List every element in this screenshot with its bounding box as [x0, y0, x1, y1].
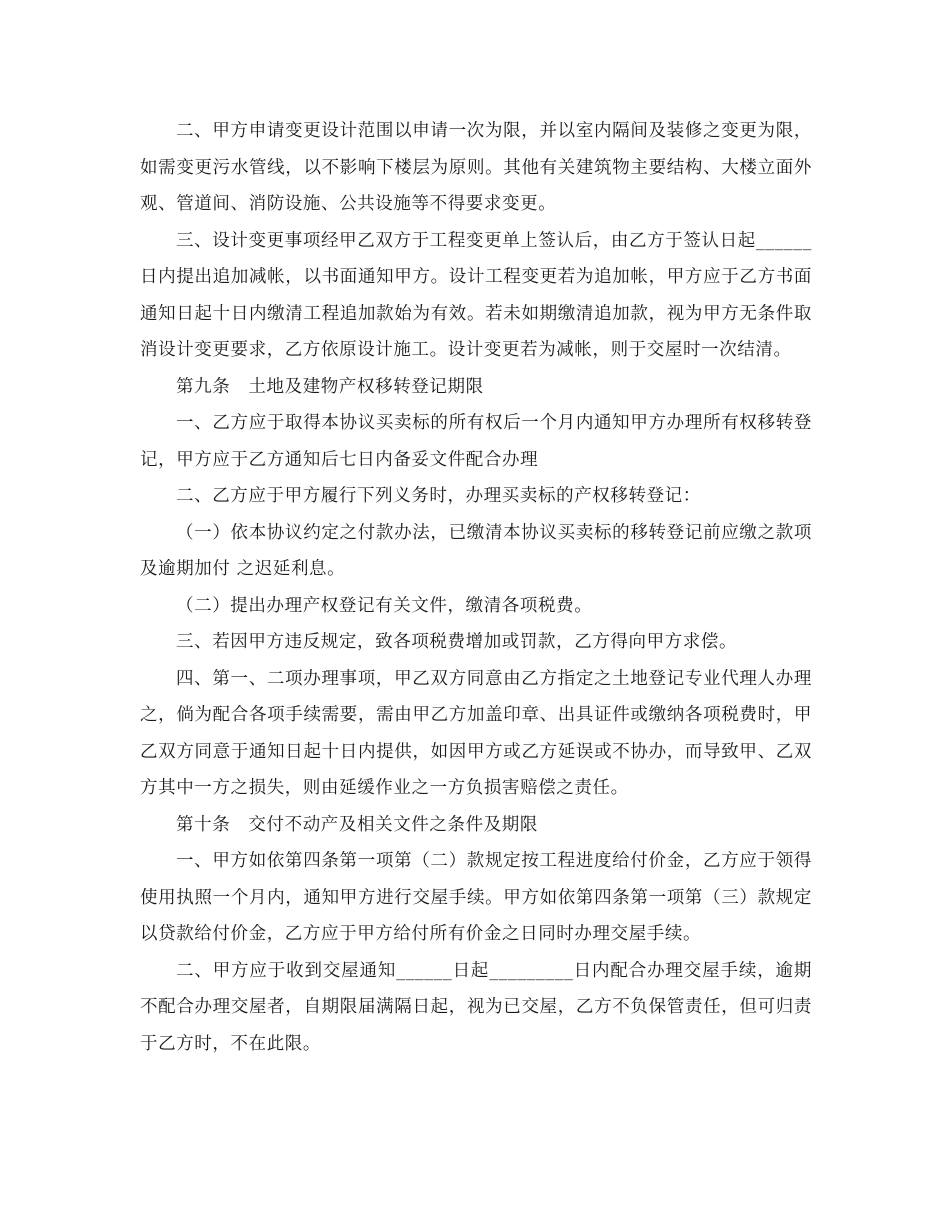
document-page [140, 113, 812, 1062]
article-10-heading: 第十条 交付不动产及相关文件之条件及期限 [176, 814, 538, 835]
paragraph-9-3: 三、若因甲方违反规定，致各项税费增加或罚款，乙方得向甲方求偿。 [176, 632, 738, 652]
paragraph-9-2: 二、乙方应于甲方履行下列义务时，办理买卖标的产权移转登记： [176, 486, 701, 506]
article-9-heading: 第九条 土地及建物产权移转登记期限 [176, 376, 484, 397]
paragraph-design-change-scope: 二、甲方申请变更设计范围以申请一次为限，并以室内隔间及装修之变更为限，如需变更污水管线，以不影响下楼层为原则。其他有关建筑物主要结构、大楼立面外观、管道间、消防设施、公共设施等不得要求变更。 [140, 121, 812, 214]
paragraph-design-change-billing: 三、设计变更事项经甲乙双方于工程变更单上签认后，由乙方于签认日起______日内提出追加减帐，以书面通知甲方。设计工程变更若为追加帐，甲方应于乙方书面通知日起十日内缴清工程追加款始为有效。若未如期缴清追加款，视为甲方无条件取消设计变更要求，乙方依原设计施工。设计变更若为减帐，则于交屋时一次结清。 [140, 230, 812, 360]
paragraph-9-2-item-2: （二）提出办理产权登记有关文件，缴清各项税费。 [176, 595, 593, 616]
paragraph-9-4: 四、第一、二项办理事项，甲乙双方同意由乙方指定之土地登记专业代理人办理之，倘为配合各项手续需要，需由甲乙方加盖印章、出具证件或缴纳各项税费时，甲乙双方同意于通知日起十日内提供，如因甲方或乙方延误或不协办，而导致甲、乙双方其中一方之损失，则由延缓作业之一方负损害赔偿之责任。 [140, 668, 812, 798]
paragraph-9-1: 一、乙方应于取得本协议买卖标的所有权后一个月内通知甲方办理所有权移转登记，甲方应于乙方通知后七日内备妥文件配合办理 [140, 413, 812, 470]
paragraph-10-1: 一、甲方如依第四条第一项第（二）款规定按工程进度给付价金，乙方应于领得使用执照一个月内，通知甲方进行交屋手续。甲方如依第四条第一项第（三）款规定以贷款给付价金，乙方应于甲方给付所有价金之日同时办理交屋手续。 [140, 851, 812, 944]
paragraph-9-2-item-1: （一）依本协议约定之付款办法，已缴清本协议买卖标的移转登记前应缴之款项及逾期加付 之迟延利息。 [140, 522, 812, 579]
paragraph-10-2: 二、甲方应于收到交屋通知______日起_________日内配合办理交屋手续，逾期不配合办理交屋者，自期限届满隔日起，视为已交屋，乙方不负保管责任，但可归责于乙方时，不在此限。 [140, 960, 812, 1054]
